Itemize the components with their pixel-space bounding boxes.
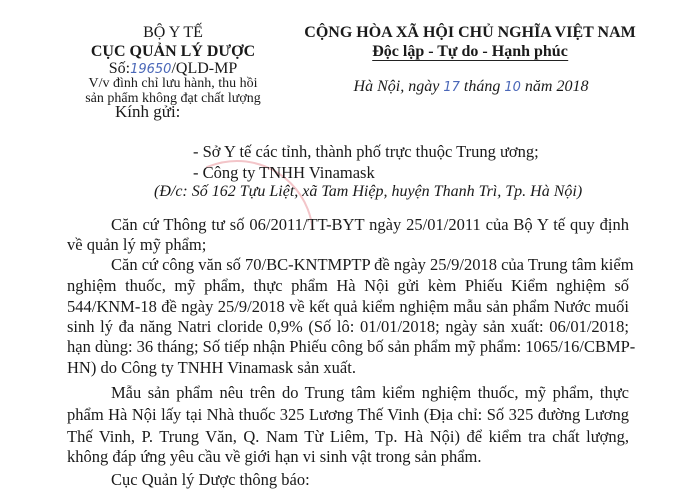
date-year: năm 2018 bbox=[524, 78, 589, 95]
handwritten-number: 19650 bbox=[130, 62, 172, 77]
handwritten-day: 17 bbox=[443, 80, 460, 95]
body-line: HN) do Công ty TNHH Vinamask sản xuất. bbox=[67, 358, 356, 377]
nation-title: CỘNG HÒA XÃ HỘI CHỦ NGHĨA VIỆT NAM bbox=[304, 24, 636, 41]
subject-line-1: V/v đình chỉ lưu hành, thu hồi bbox=[88, 76, 258, 91]
date-line bbox=[354, 78, 589, 96]
date-place: Hà Nội, ngày bbox=[353, 78, 440, 95]
body-line: nghiệm thuốc, mỹ phẩm, thực phẩm Hà Nội gửi kèm Phiếu Kiểm nghiệm số bbox=[67, 276, 629, 295]
motto-label: Độc lập - Tự do - Hạnh phúc bbox=[372, 43, 568, 60]
month-label: tháng bbox=[463, 78, 501, 95]
number-suffix: /QLD-MP bbox=[171, 60, 238, 77]
body-line: về quản lý mỹ phẩm; bbox=[67, 235, 207, 254]
body-line: Mẫu sản phẩm nêu trên do Trung tâm kiểm nghiệm thuốc, mỹ phẩm, thực bbox=[111, 383, 629, 402]
body-line: Căn cứ Thông tư số 06/2011/TT-BYT ngày 25/01/2011 của Bộ Y tế quy định bbox=[111, 215, 629, 234]
recipient-address: (Đ/c: Số 162 Tựu Liệt, xã Tam Hiệp, huyện Thanh Trì, Tp. Hà Nội) bbox=[154, 183, 583, 200]
department-label: CỤC QUẢN LÝ DƯỢC bbox=[90, 43, 256, 60]
subject-line-2: sản phẩm không đạt chất lượng bbox=[85, 91, 261, 106]
body-line: Thế Vinh, P. Trung Văn, Q. Nam Từ Liêm, Tp. Hà Nội) để kiểm tra chất lượng, bbox=[67, 427, 629, 446]
greeting: Kính gửi: bbox=[115, 102, 181, 121]
body-line: Cục Quản lý Dược thông báo: bbox=[111, 470, 310, 489]
recipient-item: - Công ty TNHH Vinamask bbox=[193, 163, 375, 182]
ministry-name: BỘ Y TẾ bbox=[143, 24, 203, 41]
number-prefix: Số: bbox=[108, 60, 131, 77]
body-line: hạn dùng: 36 tháng; Số tiếp nhận Phiếu công bố sản phẩm mỹ phẩm: 1065/16/CBMP- bbox=[67, 337, 636, 356]
body-line: 544/KNM-18 đề ngày 25/9/2018 về kết quả kiểm nghiệm mẫu sản phẩm Nước muối bbox=[67, 297, 629, 316]
body-line: Căn cứ công văn số 70/BC-KNTMPTP đề ngày 25/9/2018 của Trung tâm kiểm bbox=[111, 255, 634, 274]
handwritten-month: 10 bbox=[504, 80, 521, 95]
body-line: sinh lý đa năng Natri cloride 0,9% (Số lô: 01/01/2018; ngày sản xuất: 06/01/2018; bbox=[67, 317, 629, 336]
recipient-item: - Sở Y tế các tỉnh, thành phố trực thuộc Trung ương; bbox=[193, 142, 539, 161]
department-name bbox=[91, 43, 255, 61]
national-motto bbox=[372, 43, 568, 61]
body-line: không đáp ứng yêu cầu về giới hạn vi sinh vật trong sản phẩm. bbox=[67, 447, 482, 466]
body-line: phẩm Hà Nội lấy tại Nhà thuốc 325 Lương Thế Vinh (Địa chỉ: Số 325 đường Lương bbox=[67, 405, 629, 424]
